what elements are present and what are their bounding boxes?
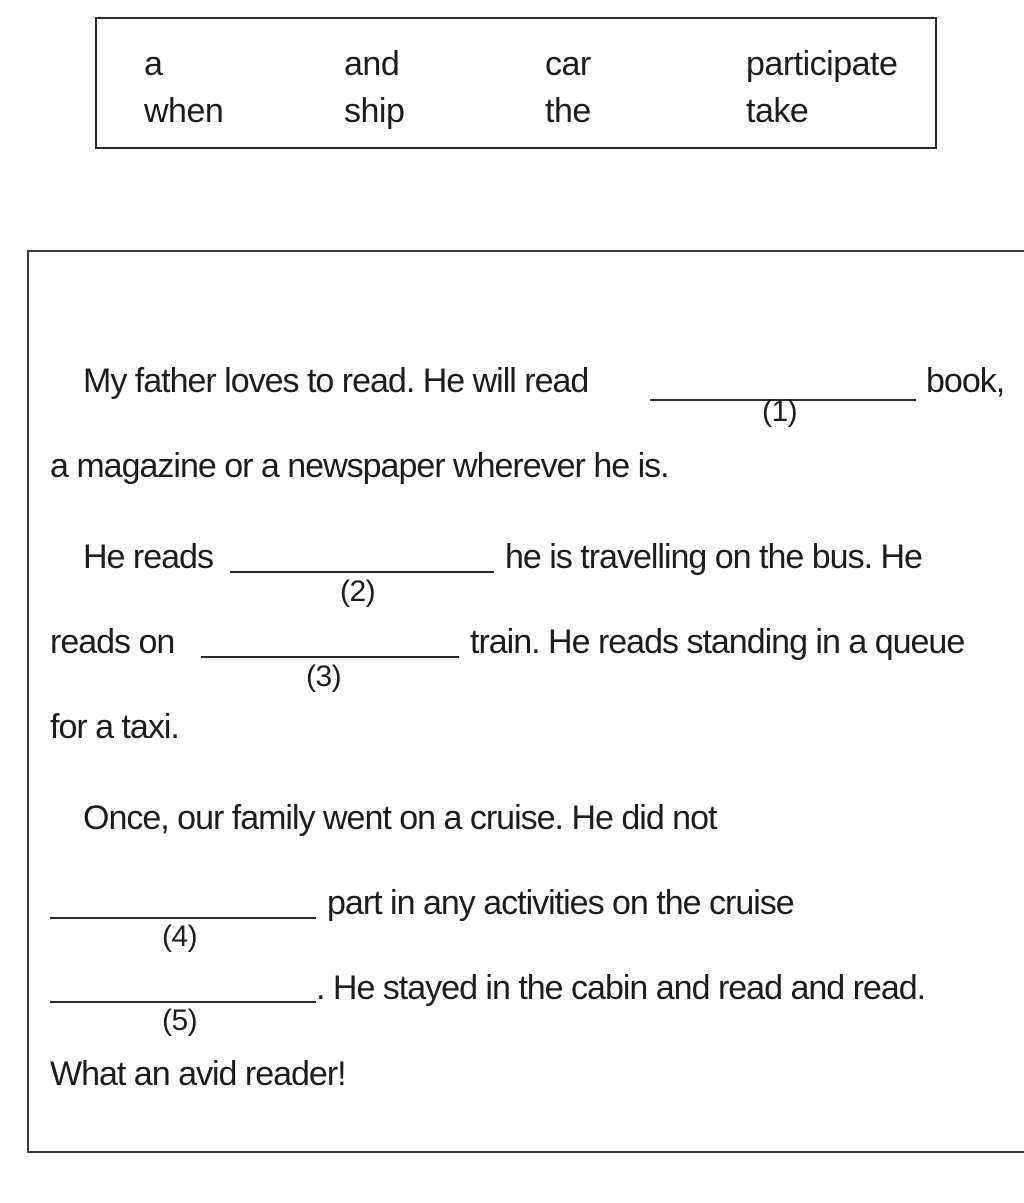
word-bank-item: a (144, 45, 163, 83)
blank-1-number: (1) (762, 395, 798, 428)
word-bank-item: when (144, 92, 224, 130)
blank-3[interactable] (201, 656, 459, 658)
blank-4-number: (4) (162, 920, 198, 953)
word-bank-item: car (545, 45, 591, 83)
passage-text: reads on (50, 623, 175, 661)
blank-4[interactable] (50, 917, 316, 919)
passage-text: My father loves to read. He will read (83, 362, 589, 400)
blank-5[interactable] (50, 1001, 316, 1003)
passage-text: a magazine or a newspaper wherever he is. (50, 447, 669, 485)
passage-text: he is travelling on the bus. He (505, 538, 922, 576)
blank-2-number: (2) (340, 575, 376, 608)
blank-2[interactable] (230, 571, 494, 573)
passage-text: for a taxi. (50, 708, 179, 746)
blank-5-number: (5) (162, 1004, 198, 1037)
passage-text: What an avid reader! (50, 1055, 346, 1093)
blank-3-number: (3) (306, 660, 342, 693)
passage-text: . He stayed in the cabin and read and read. (316, 969, 926, 1007)
passage-text: part in any activities on the cruise (327, 884, 794, 922)
passage-text: He reads (83, 538, 213, 576)
passage-text: Once, our family went on a cruise. He did not (83, 799, 717, 837)
word-bank-item: the (545, 92, 591, 130)
word-bank-item: participate (746, 45, 898, 83)
passage-text: train. He reads standing in a queue (470, 623, 965, 661)
word-bank-item: and (344, 45, 400, 83)
word-bank (95, 17, 937, 149)
word-bank-item: ship (344, 92, 405, 130)
passage-text: book, (926, 362, 1005, 400)
word-bank-item: take (746, 92, 809, 130)
